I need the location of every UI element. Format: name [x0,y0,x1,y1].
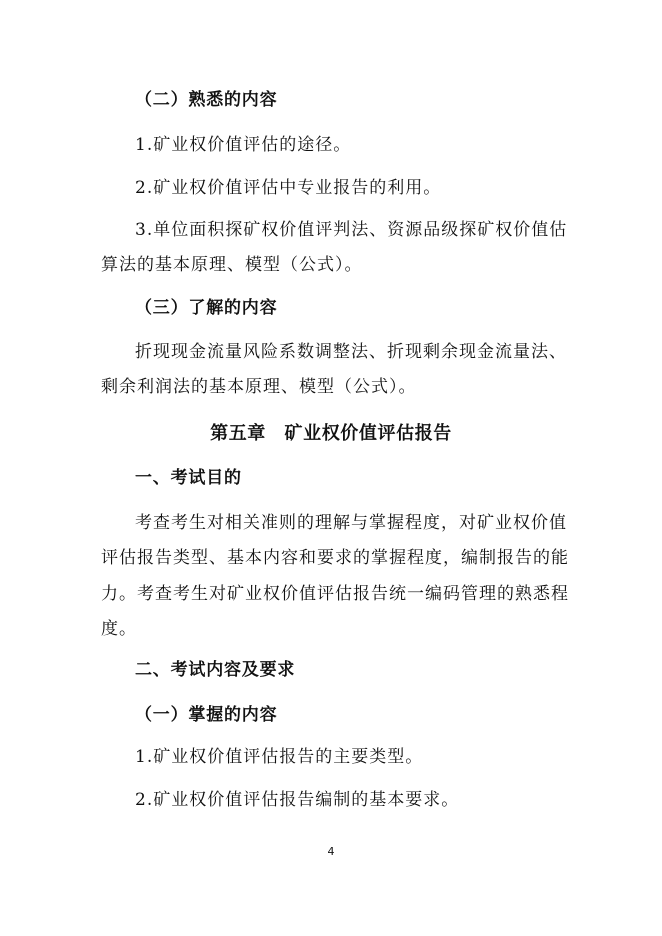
paragraph-line: 考查考生对相关准则的理解与掌握程度，对矿业权价值 [135,513,567,533]
list-item: 2.矿业权价值评估中专业报告的利用。 [135,178,442,198]
list-item: 3.单位面积探矿权价值评判法、资源品级探矿权价值估 [135,220,568,240]
page-number: 4 [327,845,335,858]
list-item-continuation: 算法的基本原理、模型（公式）。 [101,255,363,275]
section-heading-familiar: （二）熟悉的内容 [135,90,278,110]
section-heading-content: 二、考试内容及要求 [135,660,296,680]
list-item: 1.矿业权价值评估报告的主要类型。 [135,747,424,767]
paragraph-line: 度。 [101,619,137,639]
list-item: 2.矿业权价值评估报告编制的基本要求。 [135,790,460,810]
paragraph-line: 评估报告类型、基本内容和要求的掌握程度，编制报告的能 [101,548,569,568]
subsection-heading-master: （一）掌握的内容 [135,705,278,725]
paragraph-line: 力。考查考生对矿业权价值评估报告统一编码管理的熟悉程 [101,584,569,604]
chapter-title: 第五章 矿业权价值评估报告 [210,423,452,444]
section-heading-purpose: 一、考试目的 [135,468,242,488]
section-heading-understand: （三）了解的内容 [135,298,278,318]
paragraph-line: 剩余利润法的基本原理、模型（公式）。 [101,377,417,397]
paragraph-line: 折现现金流量风险系数调整法、折现剩余现金流量法、 [135,342,567,362]
list-item: 1.矿业权价值评估的途径。 [135,135,352,155]
